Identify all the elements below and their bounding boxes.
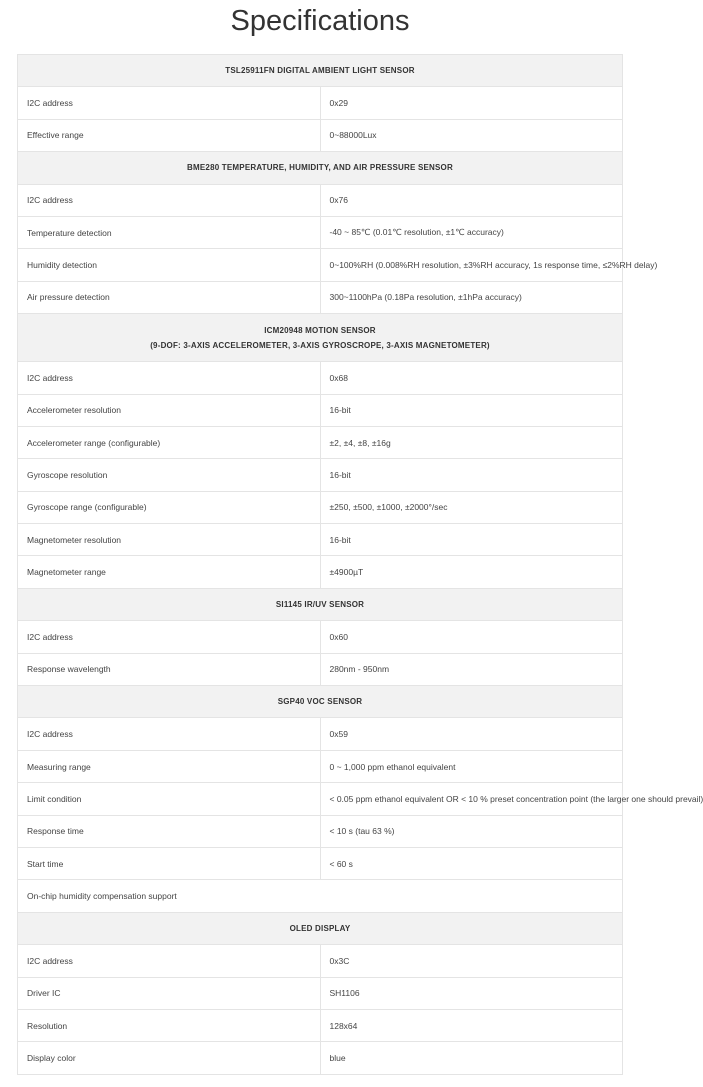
- spec-label: Magnetometer range: [18, 556, 321, 588]
- spec-value: SH1106: [320, 977, 623, 1009]
- spec-label: Humidity detection: [18, 249, 321, 281]
- table-row: [18, 184, 623, 216]
- spec-value: 0x3C: [320, 945, 623, 977]
- spec-label: Limit condition: [18, 783, 321, 815]
- spec-value: 0x68: [320, 362, 623, 394]
- spec-value: 0x29: [320, 87, 623, 119]
- spec-label: Air pressure detection: [18, 281, 321, 313]
- section-heading: OLED DISPLAY: [18, 912, 623, 944]
- table-row: [18, 815, 623, 847]
- specifications-table: [17, 54, 703, 1075]
- spec-value: 0x60: [320, 621, 623, 653]
- table-row: [18, 1009, 623, 1041]
- table-row: [18, 281, 623, 313]
- spec-value: blue: [320, 1042, 623, 1074]
- spec-value: 0x76: [320, 184, 623, 216]
- spec-label: I2C address: [18, 87, 321, 119]
- table-row: [18, 524, 623, 556]
- section-heading: SI1145 IR/UV SENSOR: [18, 588, 623, 620]
- spec-label: I2C address: [18, 718, 321, 750]
- spec-value: 16-bit: [320, 394, 623, 426]
- spec-label: I2C address: [18, 945, 321, 977]
- spec-value: 16-bit: [320, 524, 623, 556]
- spec-label: Magnetometer resolution: [18, 524, 321, 556]
- spec-label: I2C address: [18, 362, 321, 394]
- spec-label: Effective range: [18, 119, 321, 151]
- section-subheading: (9-DOF: 3-AXIS ACCELEROMETER, 3-AXIS GYROSCROPE, 3-AXIS MAGNETOMETER): [150, 340, 490, 350]
- spec-value: 0~100%RH (0.008%RH resolution, ±3%RH accuracy, 1s response time, ≤2%RH delay): [320, 249, 623, 281]
- spec-value: 0x59: [320, 718, 623, 750]
- spec-value: < 10 s (tau 63 %): [320, 815, 623, 847]
- spec-label: Response time: [18, 815, 321, 847]
- section-header-si1145: [18, 588, 623, 620]
- spec-label: I2C address: [18, 184, 321, 216]
- spec-label: Measuring range: [18, 750, 321, 782]
- spec-value: 0~88000Lux: [320, 119, 623, 151]
- spec-value: < 60 s: [320, 847, 623, 879]
- spec-label: Resolution: [18, 1009, 321, 1041]
- spec-value: ±250, ±500, ±1000, ±2000°/sec: [320, 491, 623, 523]
- table-row: [18, 621, 623, 653]
- section-header-icm20948: [18, 314, 623, 362]
- spec-value: 128x64: [320, 1009, 623, 1041]
- spec-label: On-chip humidity compensation support: [18, 880, 623, 912]
- table-row: [18, 718, 623, 750]
- spec-value: < 0.05 ppm ethanol equivalent OR < 10 % preset concentration point (the larger one should prevail): [320, 783, 623, 815]
- table-row: [18, 653, 623, 685]
- spec-label: Response wavelength: [18, 653, 321, 685]
- section-header-light-sensor: [18, 55, 623, 87]
- table-row: [18, 87, 623, 119]
- section-header-oled: [18, 912, 623, 944]
- spec-value: 300~1100hPa (0.18Pa resolution, ±1hPa accuracy): [320, 281, 623, 313]
- section-heading: ICM20948 MOTION SENSOR: [264, 325, 376, 335]
- section-heading: BME280 TEMPERATURE, HUMIDITY, AND AIR PRESSURE SENSOR: [18, 152, 623, 184]
- section-header-bme280: [18, 152, 623, 184]
- spec-value: 0 ~ 1,000 ppm ethanol equivalent: [320, 750, 623, 782]
- table-row: [18, 977, 623, 1009]
- table-row: [18, 945, 623, 977]
- page-title: Specifications: [230, 5, 410, 37]
- table-row: [18, 847, 623, 879]
- table-row: [18, 426, 623, 458]
- table-row: [18, 1042, 623, 1074]
- spec-label: Temperature detection: [18, 216, 321, 248]
- spec-label: Accelerometer range (configurable): [18, 426, 321, 458]
- table-row: [18, 750, 623, 782]
- spec-label: Accelerometer resolution: [18, 394, 321, 426]
- table-row: [18, 119, 623, 151]
- spec-value: 280nm - 950nm: [320, 653, 623, 685]
- spec-label: Gyroscope resolution: [18, 459, 321, 491]
- spec-value: -40 ~ 85℃ (0.01℃ resolution, ±1℃ accuracy): [320, 216, 623, 248]
- table-row: [18, 459, 623, 491]
- section-heading-cell: [18, 314, 623, 362]
- spec-label: Display color: [18, 1042, 321, 1074]
- section-heading: TSL25911FN DIGITAL AMBIENT LIGHT SENSOR: [18, 55, 623, 87]
- table-row: [18, 362, 623, 394]
- spec-value: 16-bit: [320, 459, 623, 491]
- spec-value: ±4900µT: [320, 556, 623, 588]
- section-heading: SGP40 VOC SENSOR: [18, 686, 623, 718]
- table-row: [18, 491, 623, 523]
- spec-label: Driver IC: [18, 977, 321, 1009]
- spec-value: ±2, ±4, ±8, ±16g: [320, 426, 623, 458]
- table-row: [18, 394, 623, 426]
- spec-label: Start time: [18, 847, 321, 879]
- table-row: [18, 216, 623, 248]
- spec-label: Gyroscope range (configurable): [18, 491, 321, 523]
- table-row: [18, 249, 623, 281]
- spec-label: I2C address: [18, 621, 321, 653]
- section-header-sgp40: [18, 686, 623, 718]
- table-row: [18, 783, 623, 815]
- table-row: [18, 556, 623, 588]
- table-row: [18, 880, 623, 912]
